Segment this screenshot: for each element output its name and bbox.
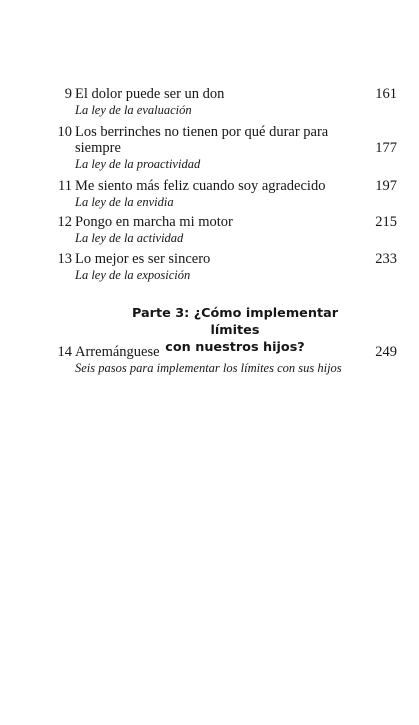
chapter-subtitle: La ley de la envidia [75, 195, 174, 209]
chapter-number: 9 [64, 86, 72, 102]
chapter-title: Me siento más feliz cuando soy agradecido [75, 178, 326, 194]
chapter-number: 11 [58, 178, 72, 194]
chapter-title: Arremánguese [75, 344, 160, 360]
chapter-number: 12 [57, 214, 72, 230]
chapter-title: El dolor puede ser un don [75, 86, 225, 102]
page-number: 233 [375, 251, 397, 267]
chapter-subtitle: La ley de la exposición [75, 268, 191, 282]
page-number: 161 [375, 86, 397, 102]
chapter-title: Pongo en marcha mi motor [75, 214, 233, 230]
chapter-subtitle: La ley de la evaluación [75, 103, 192, 117]
chapter-title-line-1: Los berrinches no tienen por qué durar para [75, 124, 329, 140]
chapter-subtitle: La ley de la proactividad [75, 157, 201, 171]
chapter-number: 10 [57, 124, 72, 140]
chapter-number: 14 [57, 344, 72, 360]
chapter-number: 13 [57, 251, 72, 267]
page-number: 177 [375, 140, 397, 156]
chapter-title-line-2: siempre [75, 140, 121, 156]
page-number: 249 [375, 344, 397, 360]
page-number: 197 [375, 178, 397, 194]
chapter-subtitle: Seis pasos para implementar los límites con sus hijos [75, 361, 342, 375]
part-heading-line-1: Parte 3: ¿Cómo implementar límites [131, 306, 339, 338]
part-heading-line-2: con nuestros hijos? [165, 340, 305, 355]
chapter-title: Lo mejor es ser sincero [75, 251, 211, 267]
chapter-subtitle: La ley de la actividad [75, 231, 184, 245]
page-number: 215 [375, 214, 397, 230]
